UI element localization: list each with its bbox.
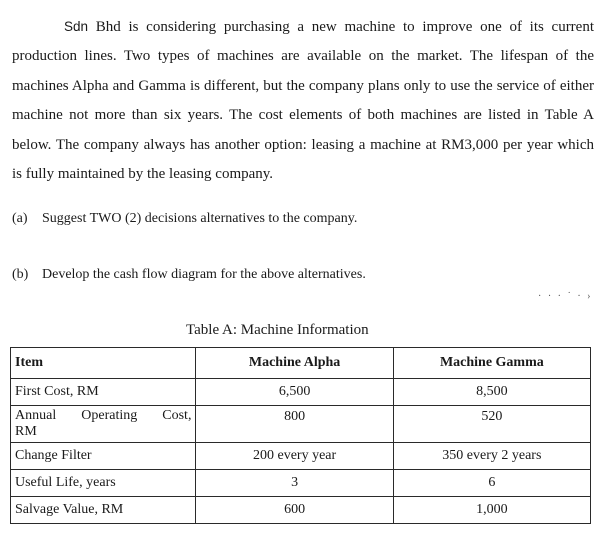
question-b [12,267,366,283]
row-item-line1: Annual Operating Cost, [15,408,192,423]
problem-statement [12,12,594,189]
row-item: First Cost, RM [11,379,196,406]
problem-first-word: Sdn [64,19,89,34]
row-alpha-value: 3 [196,470,393,497]
row-item-line2: RM [15,424,37,439]
table-row [11,470,591,497]
question-a [12,211,357,227]
row-alpha-value: 6,500 [196,379,393,406]
row-gamma-value: 520 [393,406,590,443]
row-alpha-value: 800 [196,406,393,443]
table-header-row [11,348,591,379]
table-row [11,443,591,470]
row-alpha-value: 200 every year [196,443,393,470]
row-item: Useful Life, years [11,470,196,497]
question-b-label: (b) [12,267,29,282]
table-row [11,379,591,406]
row-item: Change Filter [11,443,196,470]
question-a-label: (a) [12,211,28,226]
machine-info-table [10,347,591,524]
row-gamma-value: 1,000 [393,497,590,524]
row-gamma-value: 6 [393,470,590,497]
table-row [11,497,591,524]
row-item [11,406,196,443]
table-caption: Table A: Machine Information [186,322,369,338]
header-item: Item [11,348,196,379]
row-item: Salvage Value, RM [11,497,196,524]
row-gamma-value: 350 every 2 years [393,443,590,470]
header-machine-gamma: Machine Gamma [393,348,590,379]
header-machine-alpha: Machine Alpha [196,348,393,379]
stray-marks: · · · ˙ · › [538,291,593,302]
row-gamma-value: 8,500 [393,379,590,406]
table-row [11,406,591,443]
row-alpha-value: 600 [196,497,393,524]
problem-text: Bhd is considering purchasing a new machine to improve one of its current production lines. Two types of machines are available on the market. The lifespan of the machines Alpha and Gamma is different, but the company plans only to use the service of either machine not more than six years. The cost elements of both machines are listed in Table A below. The company always has another option: leasing a machine at RM3,000 per year which is fully maintained by the leasing company. [12,19,595,183]
question-b-text: Develop the cash flow diagram for the above alternatives. [42,267,366,282]
question-a-text: Suggest TWO (2) decisions alternatives to the company. [42,211,358,226]
